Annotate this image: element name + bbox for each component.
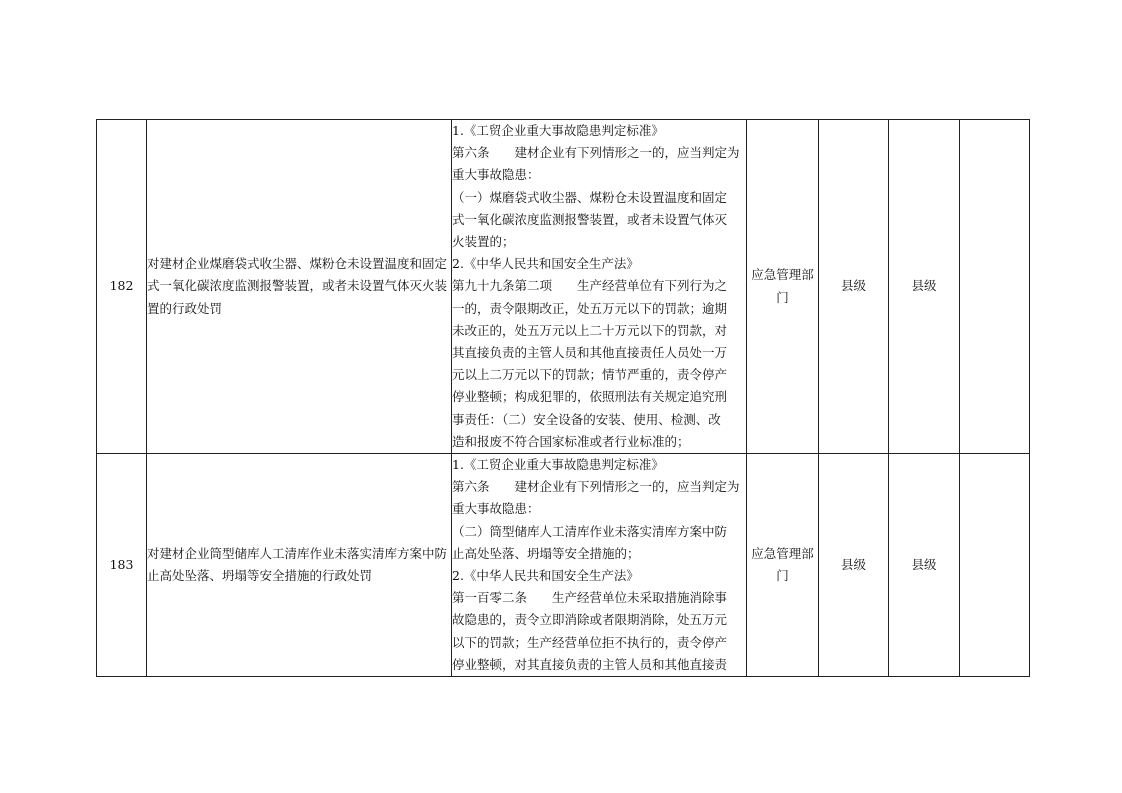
- table-row: [97, 454, 1030, 677]
- basis-line: （二）筒型储库人工清库作业未落实清库方案中防: [452, 523, 728, 539]
- basis-line: 停业整顿，对其直接负责的主管人员和其他直接责: [452, 656, 728, 672]
- basis-line: 造和报废不符合国家标准或者行业标准的；: [452, 433, 690, 449]
- basis-line: 第九十九条第二项 生产经营单位有下列行为之: [452, 278, 728, 294]
- remark: [960, 454, 1030, 677]
- basis-line: 2.《中华人民共和国安全生产法》: [452, 256, 639, 272]
- basis-line: 火装置的；: [452, 234, 515, 250]
- basis-line: 1.《工贸企业重大事故隐患判定标准》: [452, 123, 664, 138]
- basis-line: 2.《中华人民共和国安全生产法》: [452, 568, 639, 584]
- basis-line: 以下的罚款；生产经营单位拒不执行的，责令停产: [452, 634, 728, 650]
- level-2: 县级: [889, 120, 960, 454]
- basis-line: 元以上二万元以下的罚款；情节严重的，责令停产: [452, 367, 728, 383]
- basis-line: 式一氧化碳浓度监测报警装置，或者未设置气体灭: [452, 211, 728, 227]
- level-2: 县级: [889, 454, 960, 677]
- basis-line: 未改正的，处五万元以上二十万元以下的罚款，对: [452, 322, 728, 338]
- powers-table: [96, 119, 1030, 677]
- basis-line: 重大事故隐患：: [452, 501, 540, 517]
- basis-line: 第一百零二条 生产经营单位未采取措施消除事: [452, 590, 728, 606]
- table-row: [97, 120, 1030, 454]
- legal-basis: [452, 120, 747, 454]
- row-number: 183: [97, 454, 147, 677]
- basis-line: 1.《工贸企业重大事故隐患判定标准》: [452, 457, 664, 473]
- level-1: 县级: [819, 120, 889, 454]
- basis-line: 止高处坠落、坍塌等安全措施的；: [452, 545, 640, 561]
- level-1: 县级: [819, 454, 889, 677]
- basis-line: 一的，责令限期改正，处五万元以下的罚款；逾期: [452, 300, 728, 316]
- item-name: 对建材企业筒型储库人工清库作业未落实清库方案中防止高处坠落、坍塌等安全措施的行政处罚: [147, 454, 452, 677]
- basis-line: 故隐患的，责令立即消除或者限期消除，处五万元: [452, 612, 728, 628]
- basis-line: 停业整顿；构成犯罪的，依照刑法有关规定追究刑: [452, 389, 728, 405]
- row-number: 182: [97, 120, 147, 454]
- legal-basis: [452, 454, 747, 677]
- basis-line: 重大事故隐患：: [452, 167, 540, 183]
- basis-line: 第六条 建材企业有下列情形之一的，应当判定为: [452, 145, 740, 161]
- department: 应急管理部门: [747, 120, 819, 454]
- basis-line: 事责任：（二）安全设备的安装、使用、检测、改: [452, 411, 721, 427]
- department: 应急管理部门: [747, 454, 819, 677]
- remark: [960, 120, 1030, 454]
- basis-line: 第六条 建材企业有下列情形之一的，应当判定为: [452, 479, 740, 495]
- basis-line: 其直接负责的主管人员和其他直接责任人员处一万: [452, 345, 728, 361]
- item-name: 对建材企业煤磨袋式收尘器、煤粉仓未设置温度和固定式一氧化碳浓度监测报警装置，或者未设置气体灭火装置的行政处罚: [147, 120, 452, 454]
- basis-line: （一）煤磨袋式收尘器、煤粉仓未设置温度和固定: [452, 189, 728, 205]
